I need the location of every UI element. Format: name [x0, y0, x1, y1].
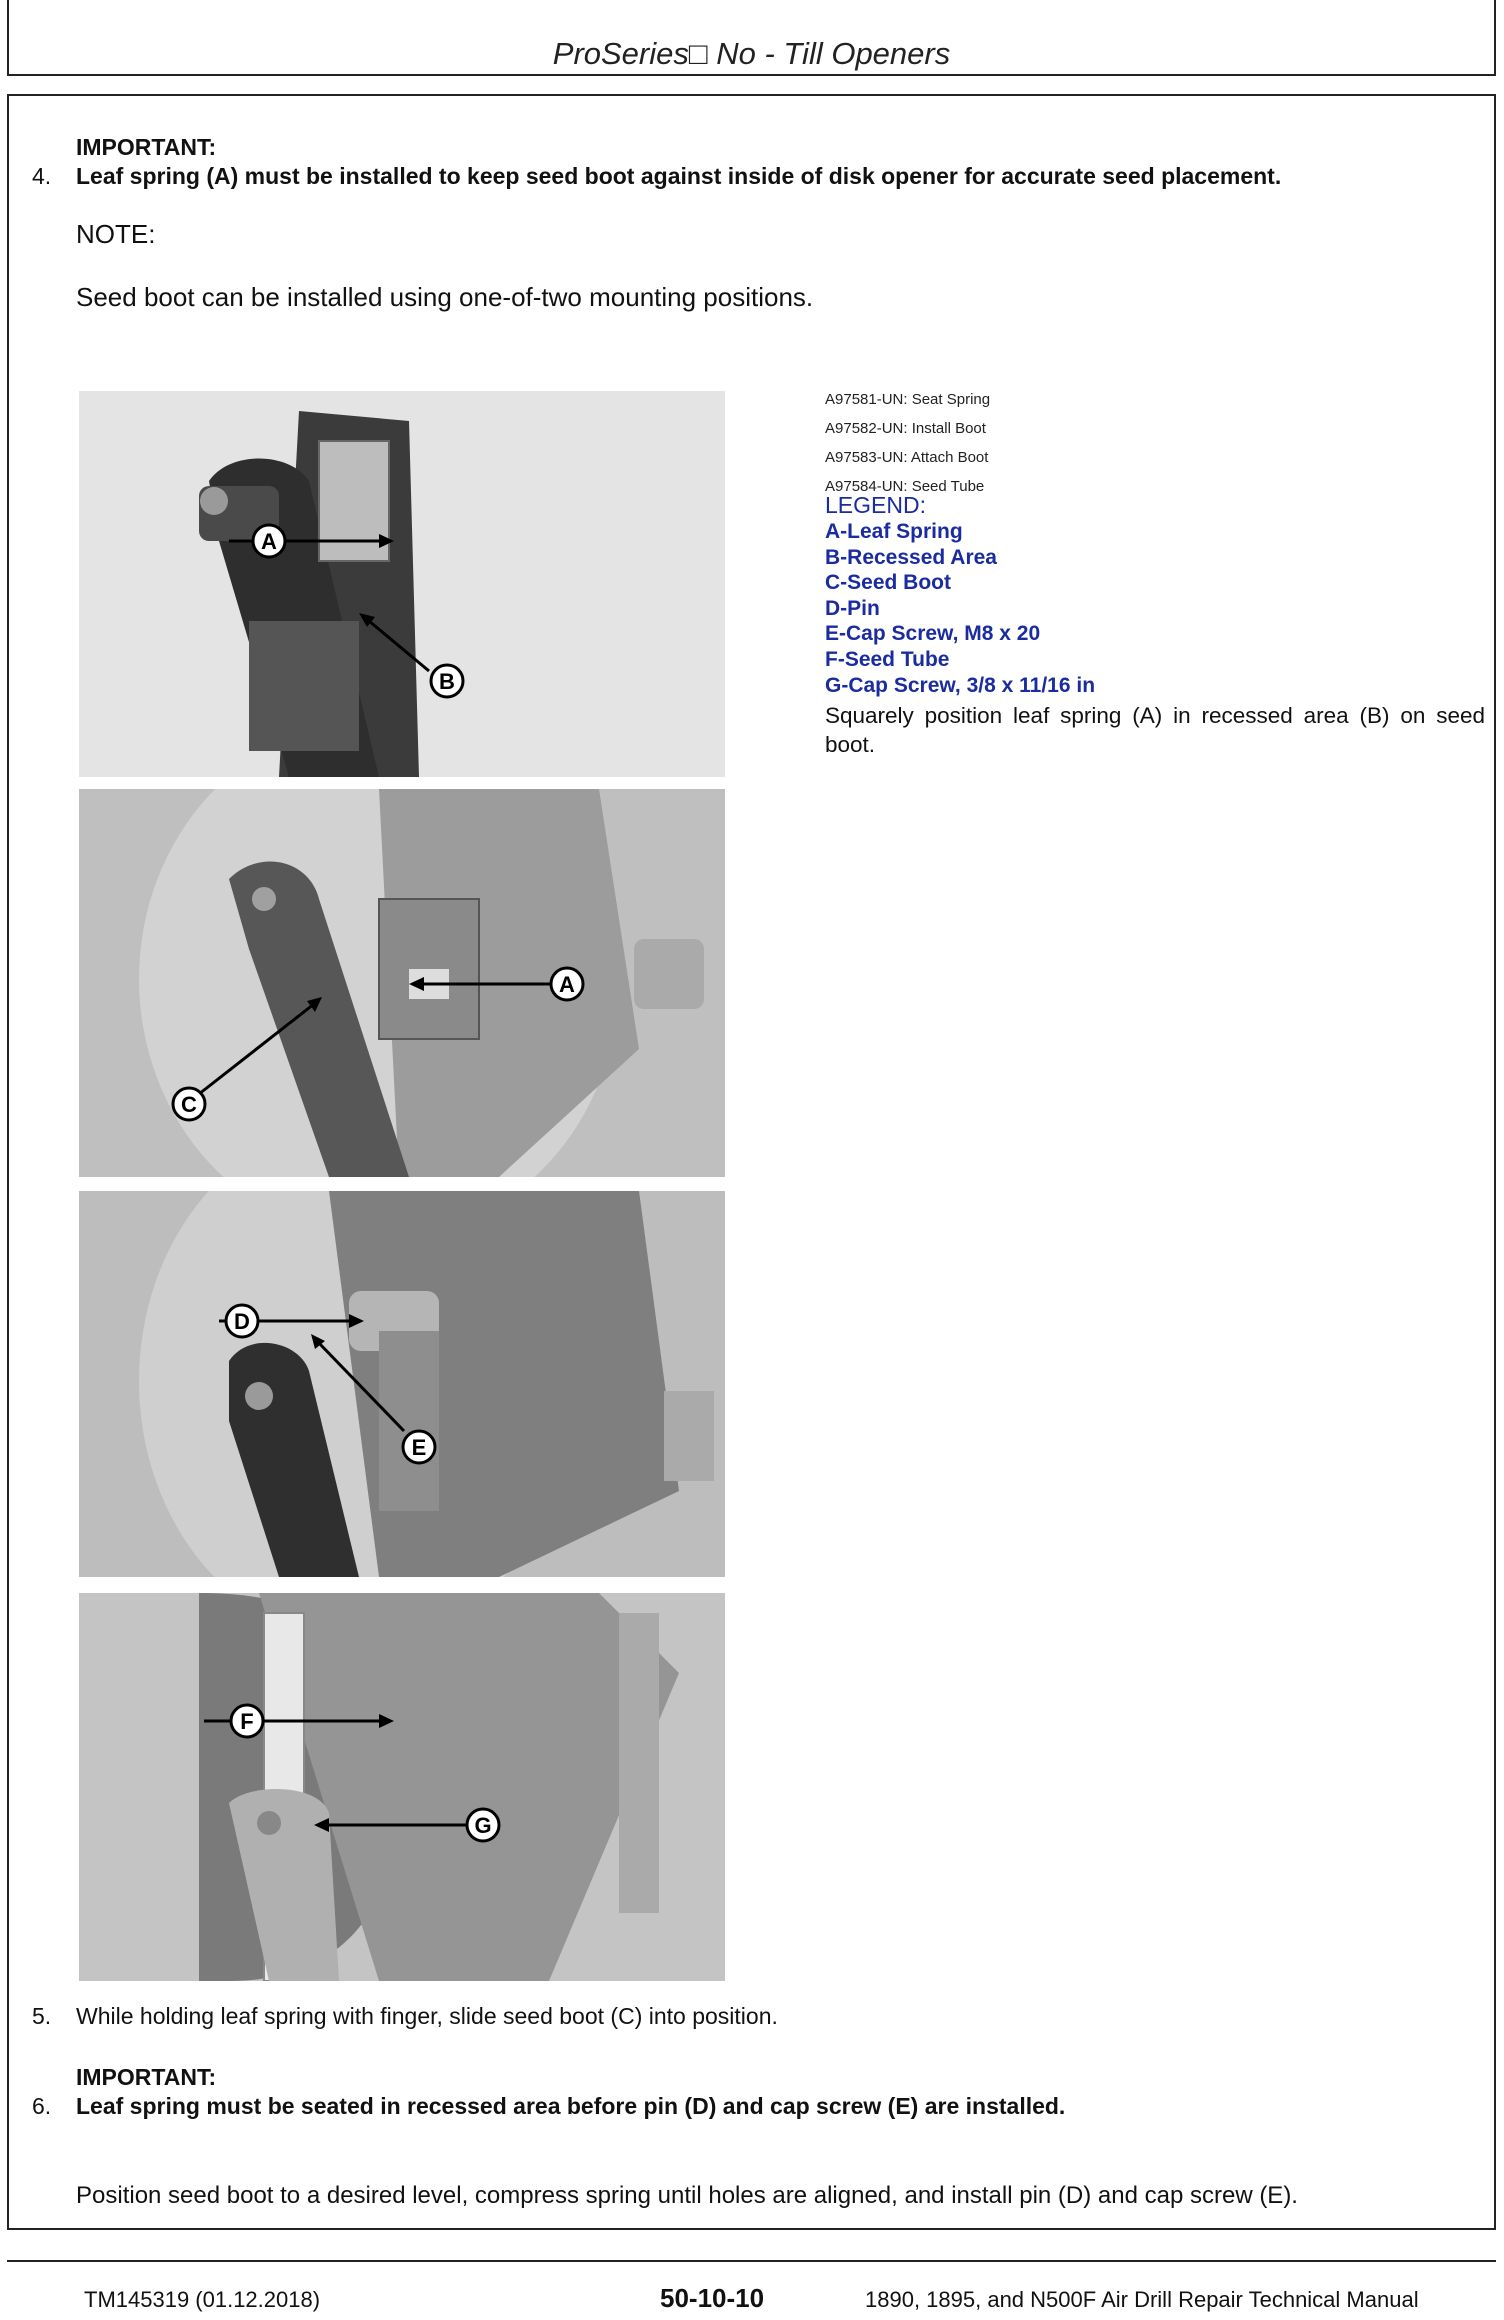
callout-e-label: E [411, 1435, 427, 1460]
step-4-note-text: Seed boot can be installed using one-of-two mounting positions. [76, 282, 814, 312]
callout-a-label: A [559, 972, 575, 997]
footer-page-number: 50-10-10 [660, 2283, 765, 2313]
figure-id: A97584-UN: Seed Tube [825, 478, 985, 495]
step-4-important-label: IMPORTANT: [76, 134, 217, 160]
step-4-important-text: Leaf spring (A) must be installed to keep seed boot against inside of disk opener for accurate seed placement. [76, 163, 1282, 189]
callout-d-label: D [234, 1309, 250, 1334]
figure-id: A97583-UN: Attach Boot [825, 449, 989, 466]
figure-id: A97582-UN: Install Boot [825, 420, 986, 437]
legend-item: G-Cap Screw, 3/8 x 11/16 in [825, 673, 1096, 697]
callout-c-label: C [181, 1092, 197, 1117]
step-6-important-label: IMPORTANT: [76, 2064, 217, 2090]
legend-item: E-Cap Screw, M8 x 20 [825, 622, 1041, 646]
figure-install-boot [79, 789, 725, 1177]
legend-item: D-Pin [825, 596, 880, 620]
footer-doc-id: TM145319 (01.12.2018) [84, 2287, 321, 2312]
step-4-number: 4. [32, 163, 52, 189]
figure-seed-tube-illustration [79, 1593, 725, 1981]
figure-install-boot-illustration [79, 789, 725, 1177]
step-5-number: 5. [32, 2003, 52, 2029]
callout-a-label: A [261, 529, 277, 554]
page-header [7, 0, 1496, 76]
step-6-text: Position seed boot to a desired level, compress spring until holes are aligned, and install pin (D) and cap screw (E). [76, 2182, 1298, 2209]
figure-id-list [825, 385, 990, 501]
footer-manual-title: 1890, 1895, and N500F Air Drill Repair Technical Manual [865, 2287, 1419, 2312]
callout-b-label: B [439, 669, 455, 694]
footer-divider [7, 2260, 1496, 2262]
step-4-note-label: NOTE: [76, 219, 156, 249]
page-title: ProSeries□ No - Till Openers [552, 36, 951, 71]
figure-attach-boot-illustration [79, 1191, 725, 1577]
figure-caption: Squarely position leaf spring (A) in recessed area (B) on seed boot. [825, 703, 1485, 757]
step-6-important-text: Leaf spring must be seated in recessed area before pin (D) and cap screw (E) are installed. [76, 2093, 1066, 2119]
legend-item: A-Leaf Spring [825, 520, 963, 543]
legend-title: LEGEND: [825, 492, 926, 518]
step-5-text: While holding leaf spring with finger, slide seed boot (C) into position. [76, 2003, 778, 2029]
legend-item: B-Recessed Area [825, 545, 997, 569]
figure-seat-spring-illustration [79, 391, 725, 777]
callout-g-label: G [474, 1813, 492, 1838]
legend [825, 492, 1095, 698]
figure-seat-spring [79, 391, 725, 777]
figure-id: A97581-UN: Seat Spring [825, 391, 991, 408]
callout-f-label: F [240, 1709, 254, 1734]
legend-item: F-Seed Tube [825, 647, 950, 671]
legend-item: C-Seed Boot [825, 571, 951, 595]
figure-seed-tube [79, 1593, 725, 1981]
step-6-number: 6. [32, 2093, 52, 2119]
figure-attach-boot [79, 1191, 725, 1577]
